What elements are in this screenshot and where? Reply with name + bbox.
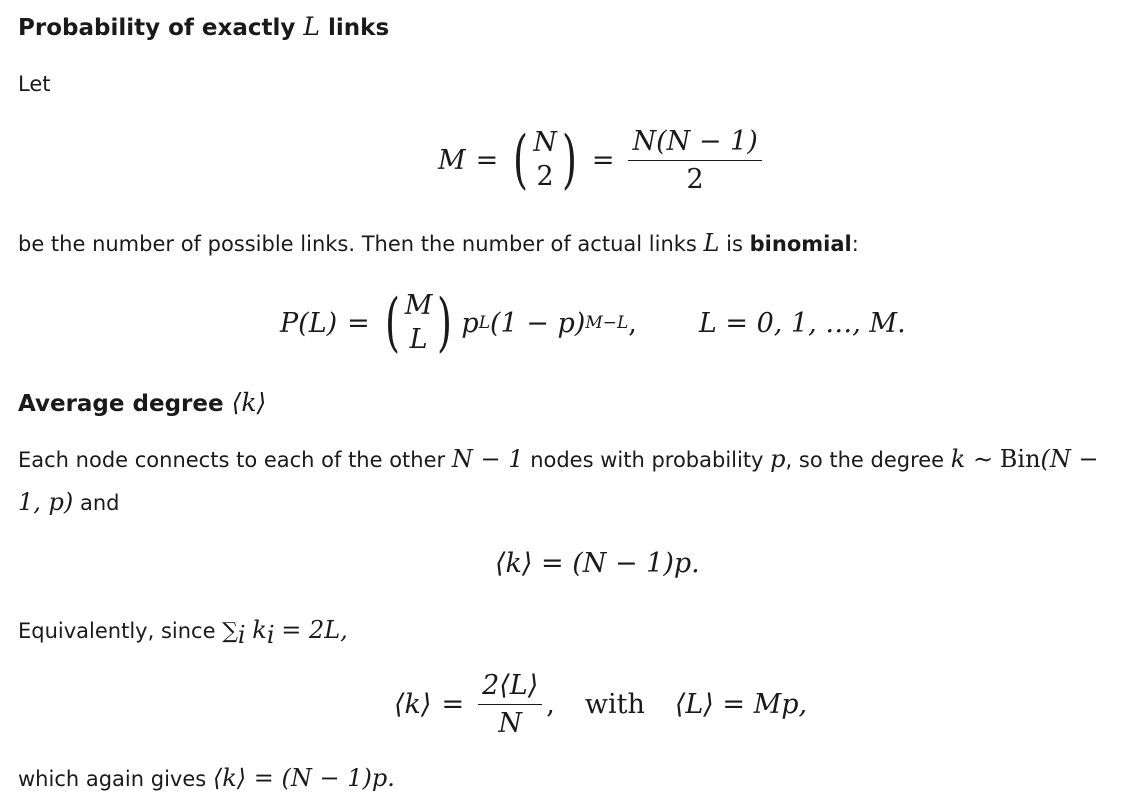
para3-k: k <box>252 616 267 644</box>
eq-k2-lhs: ⟨k⟩ <box>394 688 432 720</box>
heading-average-degree <box>18 388 266 417</box>
eq-k2-rhs: ⟨L⟩ = Mp, <box>674 688 808 720</box>
heading1-suffix: links <box>328 15 390 41</box>
fraction-2L-over-N <box>478 670 542 739</box>
eq-P-equals: = <box>347 307 370 339</box>
para2-line2-math: 1, p) <box>18 488 74 516</box>
para2-mid: nodes with probability <box>530 448 764 472</box>
equation-M <box>438 120 766 200</box>
para2-k-sim: k ∼ <box>950 445 994 473</box>
binomial-M-L <box>380 286 458 360</box>
equation-k-from-L <box>394 664 807 744</box>
let-text: Let <box>18 72 51 96</box>
binom-top: N <box>533 127 557 159</box>
para4-math: ⟨k⟩ = (N − 1)p. <box>212 764 395 792</box>
eq-M-equals: = <box>475 144 499 176</box>
para3-k-sub: i <box>266 621 275 649</box>
eq-P-p-exponent: L <box>478 313 490 333</box>
para4-before: which again gives <box>18 767 207 791</box>
equation-average-degree <box>495 543 700 583</box>
binomial-N-2 <box>508 123 582 197</box>
eq-P-one-minus-p: (1 − p) <box>489 307 586 339</box>
fraction-N-N-1-over-2 <box>628 126 761 195</box>
para3-before: Equivalently, since <box>18 619 216 643</box>
heading-probability-links <box>18 12 389 41</box>
para2-after: , so the degree <box>785 448 945 472</box>
binom-bottom: 2 <box>536 161 554 192</box>
eq-P-lhs: P(L) <box>280 307 338 339</box>
eq-M-lhs: M <box>438 144 466 176</box>
para1-before: be the number of possible links. Then the number of actual links <box>18 232 697 256</box>
eq-P-range: L = 0, 1, …, M. <box>698 307 906 339</box>
paragraph-equivalently <box>18 616 348 649</box>
para2-p: p <box>770 445 786 473</box>
right-paren: ) <box>437 286 453 360</box>
eq-k2-comma: , <box>546 688 555 720</box>
para1-colon: : <box>851 232 859 256</box>
para2-bin: Bin <box>999 445 1041 473</box>
eq-P-comma: , <box>628 307 637 339</box>
fraction-numerator: N(N − 1) <box>628 126 761 161</box>
heading1-prefix: Probability of exactly <box>18 15 296 41</box>
para3-sum-sub: i <box>237 621 246 649</box>
fraction-denominator: 2 <box>686 163 704 195</box>
eq-P-exponent-M-L: M−L <box>585 313 629 333</box>
para3-rest: = 2L, <box>281 616 348 644</box>
fraction-numerator: 2⟨L⟩ <box>478 670 542 705</box>
eq-k2-with: with <box>584 688 645 720</box>
equation-P-L <box>280 283 906 363</box>
heading1-var: L <box>303 12 320 41</box>
para2-tail: (N − <box>1040 445 1099 473</box>
eq-k2-equals: = <box>441 688 465 720</box>
heading2-math: ⟨k⟩ <box>231 388 267 417</box>
binom-bottom: L <box>409 324 428 355</box>
para1-bold-binomial: binomial <box>749 232 852 256</box>
para3-sum-symbol: ∑ <box>222 619 238 644</box>
fraction-denominator: N <box>498 707 522 739</box>
heading2-text: Average degree <box>18 391 224 417</box>
right-paren: ) <box>561 123 577 197</box>
paragraph-each-node-line2 <box>18 488 119 516</box>
binom-stack <box>533 126 557 194</box>
para2-line2-and: and <box>79 491 120 515</box>
binom-top: M <box>404 290 433 322</box>
para1-is: is <box>726 232 743 256</box>
left-paren: ( <box>384 286 400 360</box>
eq-k-text: ⟨k⟩ = (N − 1)p. <box>495 547 700 579</box>
binom-stack <box>405 289 433 357</box>
paragraph-possible-links <box>18 229 859 257</box>
left-paren: ( <box>513 123 529 197</box>
paragraph-each-node-line1 <box>18 445 1099 473</box>
eq-M-equals2: = <box>591 144 615 176</box>
eq-P-p: p <box>461 307 479 339</box>
para1-var: L <box>703 229 720 257</box>
paragraph-which-again <box>18 764 395 792</box>
para2-n-minus-1: N − 1 <box>451 445 524 473</box>
para2-before: Each node connects to each of the other <box>18 448 446 472</box>
